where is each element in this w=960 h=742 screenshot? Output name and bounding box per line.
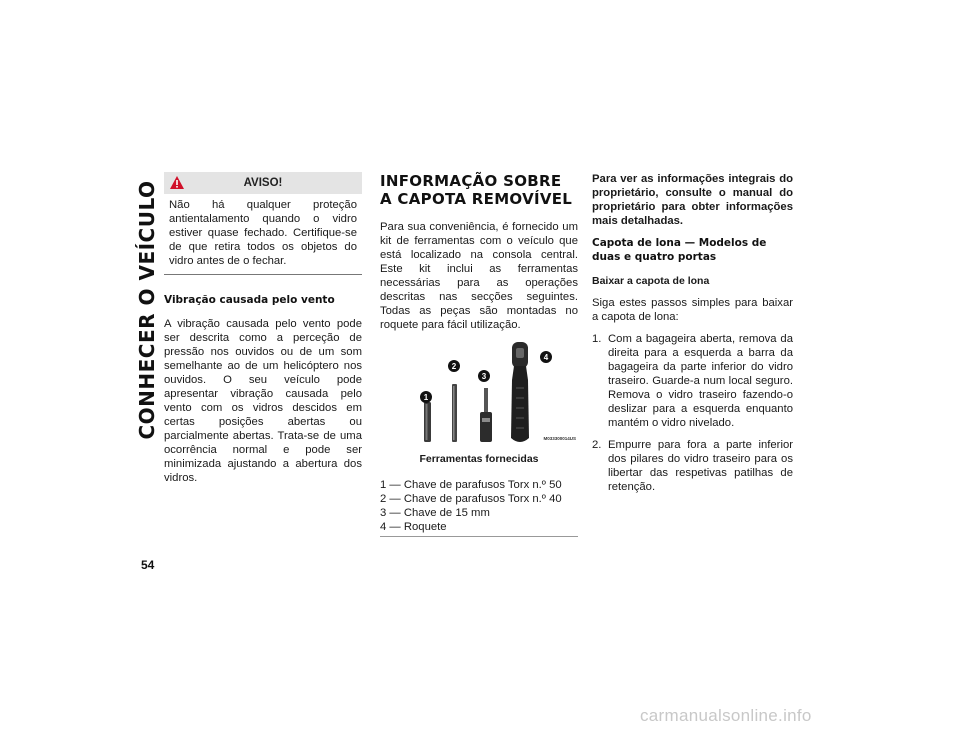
ratchet [511, 342, 529, 442]
socket-15mm [480, 388, 492, 442]
torx-40-bit [452, 384, 457, 442]
tools-figure [380, 340, 578, 448]
vibration-heading: Vibração causada pelo vento [164, 294, 335, 306]
procedure-title: Baixar a capota de lona [592, 275, 710, 287]
step-text: Empurre para fora a parte inferior dos pilares do vidro traseiro para os libertar das respetivas patilhas de retenção. [608, 439, 793, 493]
section-heading: INFORMAÇÃO SOBRE A CAPOTA REMOVÍVEL [380, 172, 573, 208]
warning-triangle-icon [169, 175, 185, 190]
callout-1-label: 1 [423, 393, 429, 402]
procedure-step [592, 438, 793, 494]
warning-title: AVISO! [243, 177, 283, 189]
callout-4-label: 4 [543, 353, 549, 362]
figure-caption: Ferramentas fornecidas [419, 453, 539, 465]
step-text: Com a bagageira aberta, remova da direita para a esquerda a barra da bagageira da parte inferior do vidro traseiro. Guarde-a num local seguro. Remova o vidro traseiro fazendo-o deslizar para a esquerda enquanto mantém o vidro nivelado. [608, 333, 793, 429]
procedure-step [592, 332, 793, 430]
section-intro: Para sua conveniência, é fornecido um kit de ferramentas com o veículo que está localizado na consola central. Este kit inclui as ferramentas necessárias para as operações descritas nas secções seguintes. Todas as peças são montadas no roquete para fácil utilização. [380, 221, 578, 331]
step-number: 1. [592, 333, 602, 345]
chapter-side-title-text: CONHECER O VEÍCULO [135, 180, 159, 440]
legend-item: 2 — Chave de parafusos Torx n.º 40 [380, 493, 562, 505]
procedure-steps [592, 332, 793, 494]
figure-legend [380, 478, 578, 537]
column-middle [380, 172, 578, 537]
legend-item: 4 — Roquete [380, 521, 447, 533]
procedure-intro: Siga estes passos simples para baixar a capota de lona: [592, 297, 793, 323]
soft-top-heading: Capota de lona — Modelos de duas e quatro portas [592, 237, 767, 263]
warning-header [164, 172, 362, 194]
callout-2-label: 2 [451, 362, 457, 371]
owner-manual-note: Para ver as informações integrais do proprietário, consulte o manual do proprietário para obter informações mais detalhadas. [592, 173, 793, 227]
page-number: 54 [141, 558, 155, 572]
chapter-side-title [132, 165, 162, 455]
vibration-text: A vibração causada pelo vento pode ser descrita como a perceção de pressão nos ouvidos ou de um som semelhante ao de um helicóptero nos ouvidos. O seu veículo pode apresentar vibração causada pelo vento com os vidros descidos em certas posições abertas ou parcialmente abertas. Trata-se de uma ocorrência normal e pode ser minimizada ajustando a abertura dos vidros. [164, 318, 362, 484]
column-left [164, 172, 362, 493]
legend-item: 1 — Chave de parafusos Torx n.º 50 [380, 479, 562, 491]
watermark-link[interactable]: carmanualsonline.info [640, 706, 812, 725]
legend-item: 3 — Chave de 15 mm [380, 507, 490, 519]
callout-3-label: 3 [481, 372, 487, 381]
figure-code: M033300014US [543, 436, 576, 441]
torx-50-bit [424, 402, 431, 442]
step-number: 2. [592, 439, 602, 451]
warning-text: Não há qualquer proteção antientalamento quando o vidro estiver quase fechado. Certifique-se de que retira todos os objetos do vidro antes de o fechar. [169, 199, 357, 267]
warning-box [164, 172, 362, 275]
column-right [592, 172, 793, 502]
